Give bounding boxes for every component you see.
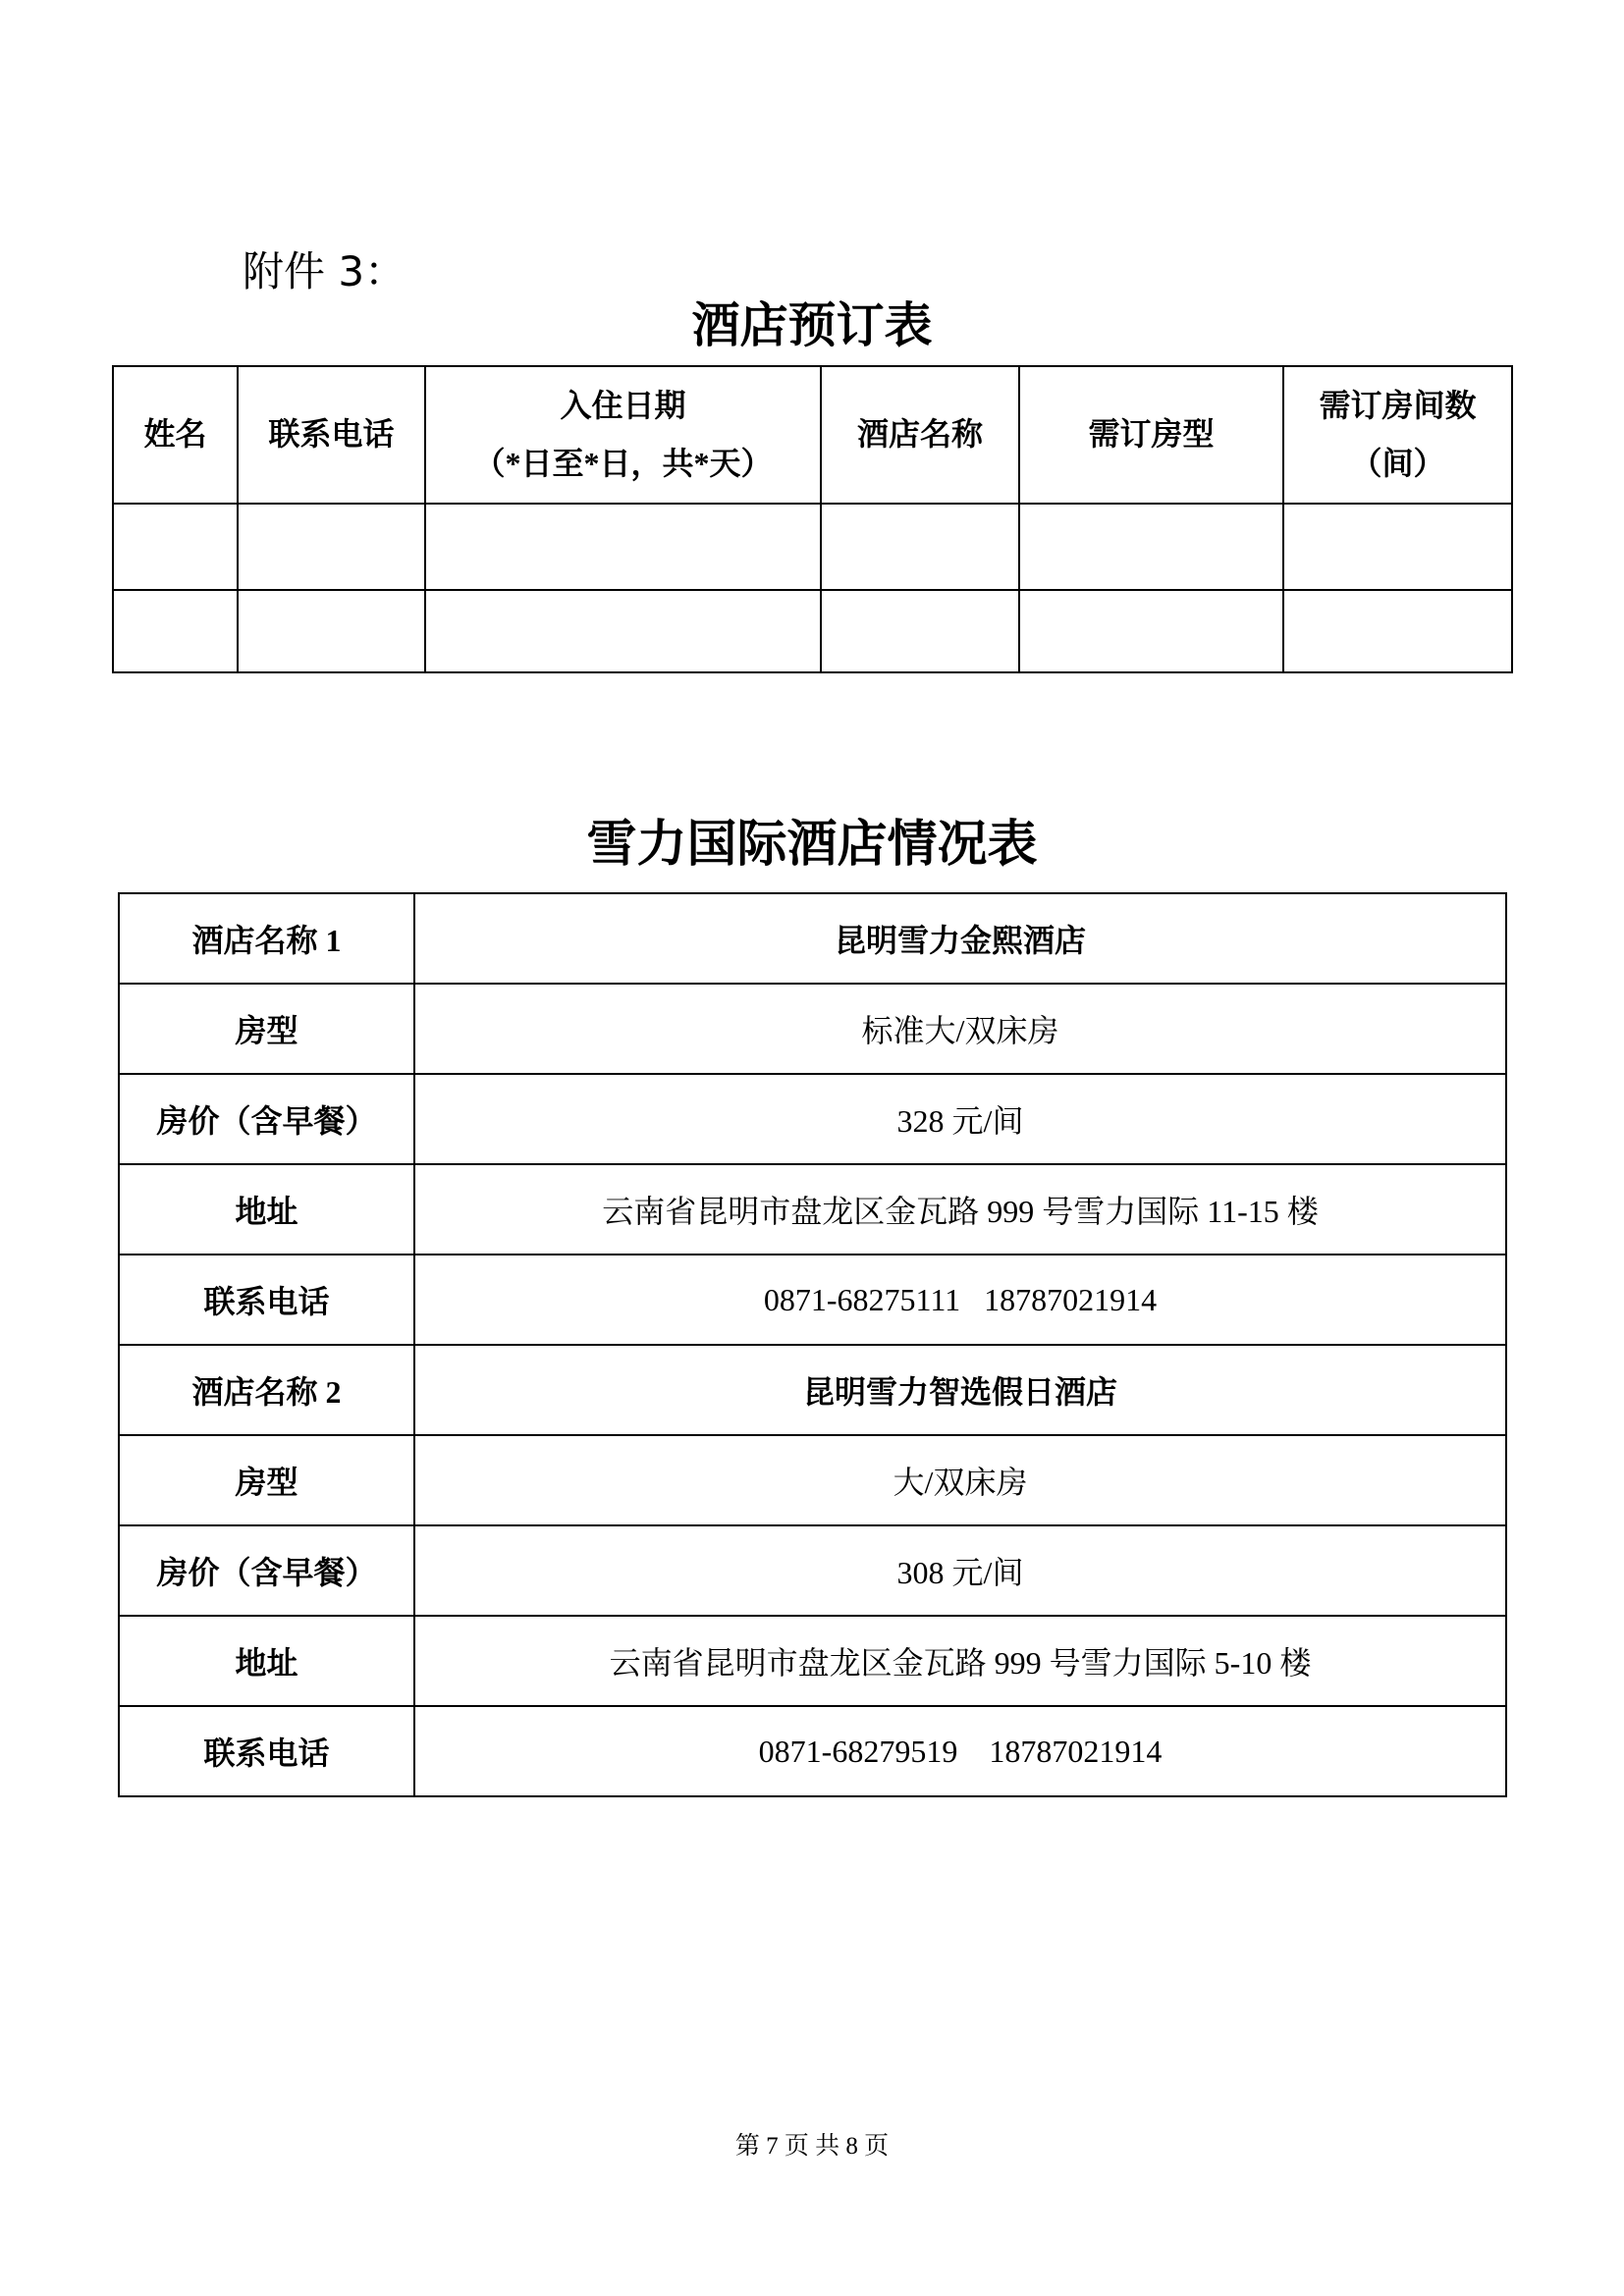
hotel2-price-value: 308 元/间 — [414, 1525, 1506, 1616]
hotel1-price-row — [119, 1074, 1506, 1164]
header-room-count — [1283, 366, 1512, 504]
hotel-info-table-title: 雪力国际酒店情况表 — [586, 818, 1038, 873]
hotel2-name-label: 酒店名称 2 — [119, 1345, 414, 1435]
empty-cell — [238, 590, 425, 672]
hotel2-phone-value: 0871-68279519 18787021914 — [414, 1706, 1506, 1796]
header-checkin-date-line2: （*日至*日，共*天） — [473, 446, 773, 481]
hotel2-price-label: 房价（含早餐） — [119, 1525, 414, 1616]
hotel1-address-row — [119, 1164, 1506, 1255]
header-hotel-name-label: 酒店名称 — [856, 416, 983, 453]
empty-cell — [1019, 590, 1283, 672]
hotel2-room-type-value: 大/双床房 — [414, 1435, 1506, 1525]
hotel1-address-label: 地址 — [119, 1164, 414, 1255]
attachment-label: 附件 3： — [243, 247, 406, 295]
empty-cell — [1019, 504, 1283, 590]
booking-table — [112, 365, 1513, 673]
hotel1-price-label: 房价（含早餐） — [119, 1074, 414, 1164]
header-hotel-name — [821, 366, 1019, 504]
hotel2-name-row — [119, 1345, 1506, 1435]
header-checkin-date — [425, 366, 821, 504]
hotel1-room-type-label: 房型 — [119, 984, 414, 1074]
hotel1-name-value: 昆明雪力金熙酒店 — [414, 893, 1506, 984]
header-checkin-date-line1: 入住日期 — [560, 387, 686, 423]
hotel1-phone-label: 联系电话 — [119, 1255, 414, 1345]
hotel2-address-value: 云南省昆明市盘龙区金瓦路 999 号雪力国际 5-10 楼 — [414, 1616, 1506, 1706]
header-room-count-line2: （间） — [1350, 446, 1445, 481]
header-phone-label: 联系电话 — [268, 416, 395, 453]
header-room-count-line1: 需订房间数 — [1319, 387, 1477, 423]
empty-cell — [113, 590, 238, 672]
empty-cell — [821, 504, 1019, 590]
booking-table-title: 酒店预订表 — [691, 298, 933, 352]
header-name — [113, 366, 238, 504]
header-room-type — [1019, 366, 1283, 504]
hotel1-phone-row — [119, 1255, 1506, 1345]
hotel1-address-value: 云南省昆明市盘龙区金瓦路 999 号雪力国际 11-15 楼 — [414, 1164, 1506, 1255]
header-room-type-label: 需订房型 — [1088, 416, 1215, 453]
empty-cell — [238, 504, 425, 590]
empty-cell — [821, 590, 1019, 672]
empty-cell — [425, 504, 821, 590]
empty-cell — [1283, 504, 1512, 590]
booking-table-header-row — [113, 366, 1512, 504]
hotel1-name-row — [119, 893, 1506, 984]
hotel1-name-label: 酒店名称 1 — [119, 893, 414, 984]
hotel2-address-label: 地址 — [119, 1616, 414, 1706]
hotel2-price-row — [119, 1525, 1506, 1616]
hotel1-phone-value: 0871-68275111 18787021914 — [414, 1255, 1506, 1345]
booking-empty-row — [113, 590, 1512, 672]
empty-cell — [425, 590, 821, 672]
hotel2-phone-row — [119, 1706, 1506, 1796]
hotel2-name-value: 昆明雪力智选假日酒店 — [414, 1345, 1506, 1435]
hotel2-room-type-label: 房型 — [119, 1435, 414, 1525]
hotel1-room-type-value: 标准大/双床房 — [414, 984, 1506, 1074]
empty-cell — [1283, 590, 1512, 672]
empty-cell — [113, 504, 238, 590]
hotel1-price-value: 328 元/间 — [414, 1074, 1506, 1164]
header-name-label: 姓名 — [143, 416, 207, 453]
page-number-footer: 第 7 页 共 8 页 — [734, 2133, 890, 2160]
header-phone — [238, 366, 425, 504]
hotel2-phone-label: 联系电话 — [119, 1706, 414, 1796]
booking-empty-row — [113, 504, 1512, 590]
hotel2-address-row — [119, 1616, 1506, 1706]
hotel-info-table — [118, 892, 1507, 1797]
hotel1-room-type-row — [119, 984, 1506, 1074]
hotel2-room-type-row — [119, 1435, 1506, 1525]
